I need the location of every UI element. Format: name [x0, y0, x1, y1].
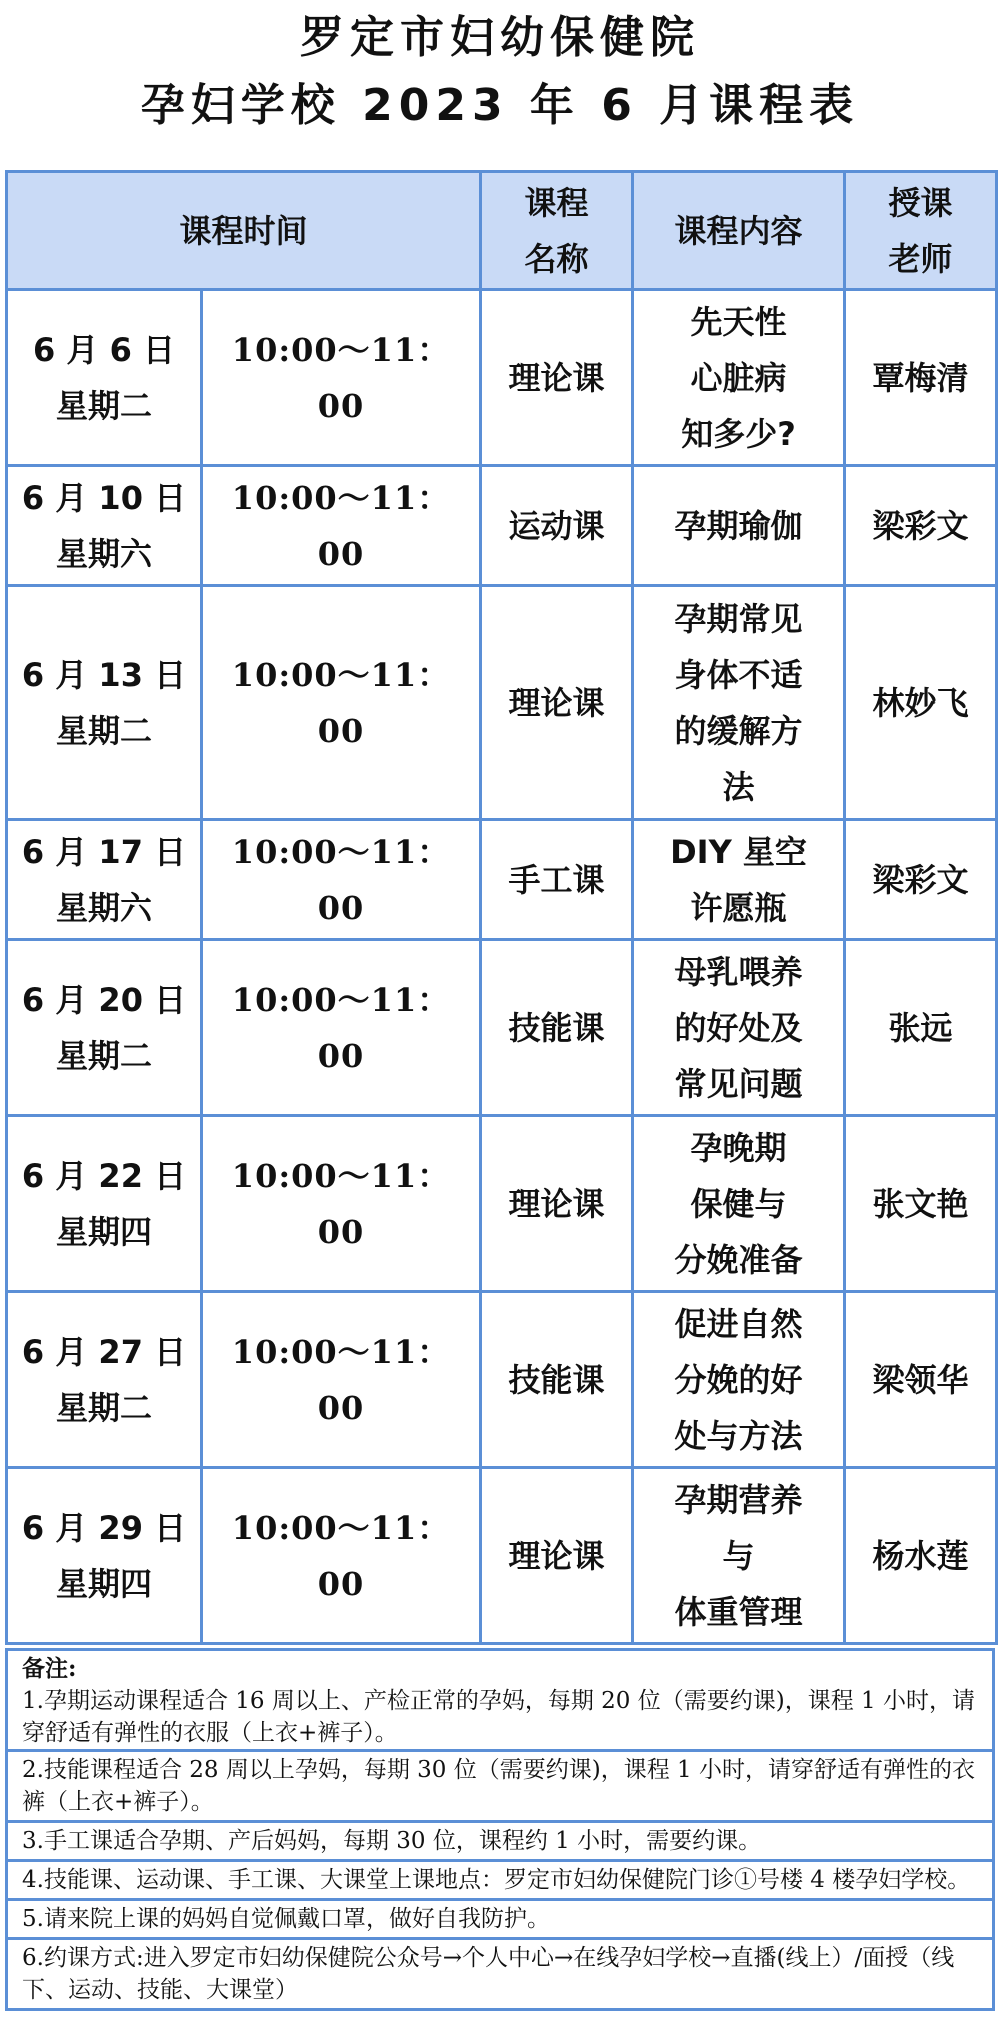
course-date: 6 月 20 日 [21, 980, 187, 1019]
course-name: 理论课 [481, 1468, 633, 1644]
note-item: 5.请来院上课的妈妈自觉佩戴口罩，做好自我防护。 [5, 1901, 995, 1940]
course-date-cell [7, 1116, 202, 1292]
course-date-cell [7, 290, 202, 466]
table-row [7, 820, 997, 940]
course-weekday: 星期二 [55, 1036, 152, 1075]
header-teacher-line-1: 授课 [888, 183, 953, 222]
course-content-line: 的缓解方 [674, 711, 803, 750]
course-weekday: 星期二 [55, 386, 152, 425]
course-teacher: 张远 [845, 940, 997, 1116]
course-date: 6 月 10 日 [21, 478, 187, 517]
course-weekday: 星期四 [55, 1564, 152, 1603]
course-time: 10:00～11：00 [202, 466, 481, 586]
course-content-line: 知多少? [681, 414, 796, 453]
course-teacher: 张文艳 [845, 1116, 997, 1292]
course-date: 6 月 13 日 [21, 655, 187, 694]
course-name: 运动课 [481, 466, 633, 586]
course-content [633, 940, 845, 1116]
note-item: 2.技能课程适合 28 周以上孕妈，每期 30 位（需要约课)，课程 1 小时，请穿舒适有弹性的衣裤（上衣+裤子）。 [5, 1752, 995, 1823]
course-content-line: 处与方法 [674, 1416, 803, 1455]
course-date: 6 月 17 日 [21, 832, 187, 871]
course-content-line: 孕期常见 [674, 599, 803, 638]
notes-block-1 [5, 1648, 995, 1752]
course-teacher: 梁彩文 [845, 820, 997, 940]
course-content-line: 保健与 [690, 1184, 787, 1223]
course-date: 6 月 6 日 [33, 330, 175, 369]
table-row [7, 466, 997, 586]
course-content [633, 290, 845, 466]
note-item: 4.技能课、运动课、手工课、大课堂上课地点：罗定市妇幼保健院门诊①号楼 4 楼孕妇学校。 [5, 1862, 995, 1901]
course-content-line: 母乳喂养 [674, 952, 803, 991]
course-content-line: 体重管理 [674, 1592, 803, 1631]
course-content [633, 1292, 845, 1468]
course-teacher: 覃梅清 [845, 290, 997, 466]
note-item: 6.约课方式:进入罗定市妇幼保健院公众号→个人中心→在线孕妇学校→直播(线上）/面授（线下、运动、技能、大课堂） [5, 1940, 995, 2011]
course-content-line: DIY 星空 [670, 832, 807, 871]
course-content-line: 与 [722, 1536, 755, 1575]
header-teacher-line-2: 老师 [888, 239, 953, 278]
table-header-row [7, 172, 997, 290]
course-time: 10:00～11：00 [202, 1468, 481, 1644]
course-date: 6 月 22 日 [21, 1156, 187, 1195]
course-content-line: 孕晚期 [690, 1128, 787, 1167]
course-weekday: 星期二 [55, 711, 152, 750]
table-row [7, 940, 997, 1116]
course-date-cell [7, 1292, 202, 1468]
course-content-line: 先天性 [690, 302, 787, 341]
course-content-line: 促进自然 [674, 1304, 803, 1343]
course-content-line: 身体不适 [674, 655, 803, 694]
course-content-line: 常见问题 [674, 1064, 803, 1103]
header-teacher [845, 172, 997, 290]
course-weekday: 星期四 [55, 1212, 152, 1251]
course-content-line: 孕期瑜伽 [674, 506, 803, 545]
course-date-cell [7, 820, 202, 940]
course-content-line: 许愿瓶 [690, 888, 787, 927]
header-course-name-line-1: 课程 [524, 183, 589, 222]
header-course-name [481, 172, 633, 290]
course-time: 10:00～11：00 [202, 1292, 481, 1468]
course-schedule-table [5, 170, 998, 1645]
table-row [7, 1468, 997, 1644]
course-teacher: 林妙飞 [845, 586, 997, 820]
course-name: 理论课 [481, 1116, 633, 1292]
course-name: 技能课 [481, 940, 633, 1116]
course-content-line: 分娩的好 [674, 1360, 803, 1399]
header-course-content: 课程内容 [633, 172, 845, 290]
page-title-line-1: 罗定市妇幼保健院 [300, 12, 700, 63]
course-time: 10:00～11：00 [202, 940, 481, 1116]
page-title-line-2: 孕妇学校 2023 年 6 月课程表 [140, 80, 860, 131]
course-teacher: 梁彩文 [845, 466, 997, 586]
course-date-cell [7, 586, 202, 820]
course-content [633, 820, 845, 940]
table-row [7, 290, 997, 466]
table-row [7, 1116, 997, 1292]
notes-label: 备注: [22, 1655, 77, 1682]
course-content-line: 的好处及 [674, 1008, 803, 1047]
course-time: 10:00～11：00 [202, 820, 481, 940]
course-name: 理论课 [481, 290, 633, 466]
course-date-cell [7, 940, 202, 1116]
header-course-time: 课程时间 [7, 172, 481, 290]
course-weekday: 星期六 [55, 534, 152, 573]
course-date: 6 月 29 日 [21, 1508, 187, 1547]
course-content [633, 1468, 845, 1644]
course-content-line: 孕期营养 [674, 1480, 803, 1519]
course-name: 理论课 [481, 586, 633, 820]
course-content [633, 586, 845, 820]
course-content-line: 法 [722, 767, 755, 806]
course-content [633, 466, 845, 586]
course-name: 手工课 [481, 820, 633, 940]
course-date: 6 月 27 日 [21, 1332, 187, 1371]
table-row [7, 1292, 997, 1468]
course-content [633, 1116, 845, 1292]
course-time: 10:00～11：00 [202, 290, 481, 466]
course-name: 技能课 [481, 1292, 633, 1468]
course-weekday: 星期二 [55, 1388, 152, 1427]
course-date-cell [7, 1468, 202, 1644]
course-time: 10:00～11：00 [202, 1116, 481, 1292]
table-row [7, 586, 997, 820]
note-item: 1.孕期运动课程适合 16 周以上、产检正常的孕妈，每期 20 位（需要约课)，课程 1 小时，请穿舒适有弹性的衣服（上衣+裤子）。 [22, 1688, 975, 1746]
course-teacher: 梁领华 [845, 1292, 997, 1468]
course-weekday: 星期六 [55, 888, 152, 927]
course-date-cell [7, 466, 202, 586]
note-item: 3.手工课适合孕期、产后妈妈，每期 30 位，课程约 1 小时，需要约课。 [5, 1823, 995, 1862]
course-content-line: 心脏病 [690, 358, 787, 397]
course-teacher: 杨水莲 [845, 1468, 997, 1644]
notes-section [5, 1648, 995, 2011]
header-course-name-line-2: 名称 [524, 239, 589, 278]
course-content-line: 分娩准备 [674, 1240, 803, 1279]
course-time: 10:00～11：00 [202, 586, 481, 820]
